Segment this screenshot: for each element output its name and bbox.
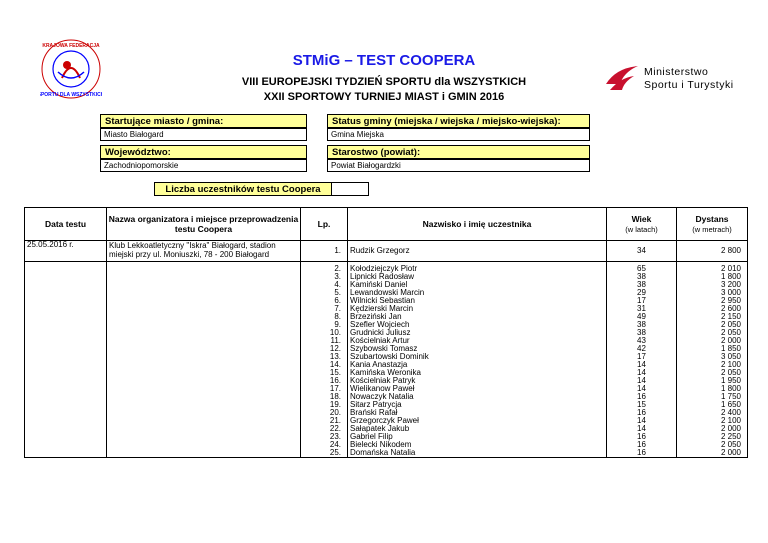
- organizer-cell: [107, 401, 301, 409]
- participant-distance: 2 000: [677, 425, 748, 433]
- organizer-cell: [107, 393, 301, 401]
- participant-distance: 2 100: [677, 361, 748, 369]
- participant-name: Brański Rafał: [348, 409, 607, 417]
- row-number: 5.: [301, 289, 348, 297]
- organizer-cell: [107, 433, 301, 441]
- test-date-cell: [25, 345, 107, 353]
- col-age-header: [607, 208, 677, 241]
- participant-age: 14: [607, 369, 677, 377]
- participant-name: Szefler Wojciech: [348, 321, 607, 329]
- test-date-cell: [25, 297, 107, 305]
- table-row: [25, 241, 748, 262]
- city-value: Miasto Białogard: [100, 128, 307, 141]
- participant-age: 16: [607, 441, 677, 449]
- row-number: 11.: [301, 337, 348, 345]
- participant-distance: 1 850: [677, 345, 748, 353]
- participant-name: Kędzierski Marcin: [348, 305, 607, 313]
- organizer-cell: [107, 353, 301, 361]
- participant-name: Wielikanow Paweł: [348, 385, 607, 393]
- col-name-header: Nazwisko i imię uczestnika: [348, 208, 607, 241]
- participant-age: 38: [607, 321, 677, 329]
- test-date-cell: [25, 377, 107, 385]
- col-dist-header: [677, 208, 748, 241]
- test-date-cell: [25, 353, 107, 361]
- organizer-cell: [107, 321, 301, 329]
- test-date-cell: [25, 401, 107, 409]
- participant-age: 65: [607, 265, 677, 273]
- participant-age: 14: [607, 377, 677, 385]
- participant-age: 16: [607, 449, 677, 458]
- ministry-name-line2: Sportu i Turystyki: [644, 79, 734, 91]
- participant-distance: 1 750: [677, 393, 748, 401]
- svg-text:SPORTU DLA WSZYSTKICH: SPORTU DLA WSZYSTKICH: [40, 92, 102, 98]
- ministry-name-line1: Ministerstwo: [644, 66, 709, 78]
- row-number: 10.: [301, 329, 348, 337]
- participant-distance: 2 050: [677, 441, 748, 449]
- status-label: Status gminy (miejska / wiejska / miejsko-wiejska):: [327, 114, 590, 128]
- participant-distance: 2 400: [677, 409, 748, 417]
- participant-distance: 3 050: [677, 353, 748, 361]
- status-value: Gmina Miejska: [327, 128, 590, 141]
- row-number: 18.: [301, 393, 348, 401]
- participant-name: Lewandowski Marcin: [348, 289, 607, 297]
- participant-name: Brzeziński Jan: [348, 313, 607, 321]
- col-date-header: Data testu: [25, 208, 107, 241]
- test-date-cell: [25, 441, 107, 449]
- organizer-cell: [107, 313, 301, 321]
- organizer-cell: [107, 281, 301, 289]
- organizer-cell: [107, 329, 301, 337]
- organizer-cell: [107, 337, 301, 345]
- row-number: 15.: [301, 369, 348, 377]
- test-date-cell: [25, 329, 107, 337]
- row-number: 13.: [301, 353, 348, 361]
- participant-distance: 2 000: [677, 337, 748, 345]
- participant-age: 14: [607, 385, 677, 393]
- test-date-cell: [25, 369, 107, 377]
- participant-age: 14: [607, 361, 677, 369]
- participant-age: 15: [607, 401, 677, 409]
- organizer-cell: [107, 361, 301, 369]
- participant-distance: 1 650: [677, 401, 748, 409]
- row-number: 7.: [301, 305, 348, 313]
- participant-name: Grudnicki Juliusz: [348, 329, 607, 337]
- table-row: [25, 449, 748, 458]
- col-age-title: Wiek: [631, 214, 652, 224]
- participant-distance: 1 800: [677, 385, 748, 393]
- voivodeship-value: Zachodniopomorskie: [100, 159, 307, 172]
- test-date-cell: [25, 305, 107, 313]
- test-date-cell: [25, 281, 107, 289]
- participant-age: 31: [607, 305, 677, 313]
- test-date-cell: [25, 393, 107, 401]
- participant-distance: 2 050: [677, 329, 748, 337]
- participant-distance: 2 050: [677, 321, 748, 329]
- city-label: Startujące miasto / gmina:: [100, 114, 307, 128]
- participant-name: Domańska Natalia: [348, 449, 607, 458]
- row-number: 12.: [301, 345, 348, 353]
- test-date-cell: [25, 361, 107, 369]
- table-body: [25, 241, 748, 458]
- row-number: 20.: [301, 409, 348, 417]
- participant-distance: 2 100: [677, 417, 748, 425]
- county-value: Powiat Białogardzki: [327, 159, 590, 172]
- participant-distance: 3 200: [677, 281, 748, 289]
- organizer-cell: [107, 265, 301, 273]
- participant-distance: 3 000: [677, 289, 748, 297]
- organizer-cell: [107, 273, 301, 281]
- participant-name: Szubartowski Dominik: [348, 353, 607, 361]
- row-number: 3.: [301, 273, 348, 281]
- col-org-header: Nazwa organizatora i miejsce przeprowadzenia testu Coopera: [107, 208, 301, 241]
- participants-table: [24, 207, 748, 458]
- participant-distance: 2 000: [677, 449, 748, 458]
- participant-distance: 2 950: [677, 297, 748, 305]
- participant-age: 38: [607, 329, 677, 337]
- participant-age: 14: [607, 425, 677, 433]
- test-date-cell: [25, 417, 107, 425]
- test-date-cell: [25, 409, 107, 417]
- row-number: 22.: [301, 425, 348, 433]
- test-date-cell: [25, 337, 107, 345]
- organizer-cell: [107, 369, 301, 377]
- organizer-cell: [107, 385, 301, 393]
- row-number: 14.: [301, 361, 348, 369]
- participant-distance: 2 800: [677, 241, 748, 262]
- test-date-cell: [25, 273, 107, 281]
- participant-age: 34: [607, 241, 677, 262]
- row-number: 24.: [301, 441, 348, 449]
- participant-name: Nowaczyk Natalia: [348, 393, 607, 401]
- row-number: 23.: [301, 433, 348, 441]
- participant-name: Kościelniak Patryk: [348, 377, 607, 385]
- test-date-cell: [25, 321, 107, 329]
- participant-age: 49: [607, 313, 677, 321]
- row-number: 2.: [301, 265, 348, 273]
- organizer-cell: Klub Lekkoatletyczny "Iskra" Białogard, stadion miejski przy ul. Moniuszki, 78 - 200 Białogard: [107, 241, 301, 262]
- participant-age: 16: [607, 393, 677, 401]
- participant-name: Bielecki Nikodem: [348, 441, 607, 449]
- organizer-cell: [107, 305, 301, 313]
- participant-name: Wilnicki Sebastian: [348, 297, 607, 305]
- participant-name: Grzegorczyk Paweł: [348, 417, 607, 425]
- participant-age: 16: [607, 433, 677, 441]
- row-number: 19.: [301, 401, 348, 409]
- participant-name: Sitarz Patrycja: [348, 401, 607, 409]
- row-number: 25.: [301, 449, 348, 458]
- participant-distance: 2 010: [677, 265, 748, 273]
- organizer-cell: [107, 441, 301, 449]
- participant-name: Kamińska Weronika: [348, 369, 607, 377]
- test-date-cell: [25, 289, 107, 297]
- organizer-cell: [107, 345, 301, 353]
- row-number: 16.: [301, 377, 348, 385]
- participant-name: Kamiński Daniel: [348, 281, 607, 289]
- participant-age: 38: [607, 273, 677, 281]
- participant-name: Lipnicki Radosław: [348, 273, 607, 281]
- col-dist-title: Dystans: [695, 214, 729, 224]
- test-date-cell: [25, 433, 107, 441]
- row-number: 9.: [301, 321, 348, 329]
- col-lp-header: Lp.: [301, 208, 348, 241]
- col-dist-unit: (w metrach): [692, 225, 732, 234]
- participant-name: Kołodziejczyk Piotr: [348, 265, 607, 273]
- svg-text:KRAJOWA FEDERACJA: KRAJOWA FEDERACJA: [42, 43, 100, 49]
- row-number: 21.: [301, 417, 348, 425]
- test-date-cell: 25.05.2016 r.: [25, 241, 107, 262]
- participant-distance: 2 250: [677, 433, 748, 441]
- test-date-cell: [25, 449, 107, 458]
- row-number: 8.: [301, 313, 348, 321]
- participant-age: 38: [607, 281, 677, 289]
- participant-name: Gabriel Filip: [348, 433, 607, 441]
- participant-name: Kościelniak Artur: [348, 337, 607, 345]
- organizer-cell: [107, 289, 301, 297]
- row-number: 1.: [301, 241, 348, 262]
- participants-label: Liczba uczestników testu Coopera: [154, 182, 332, 196]
- organizer-cell: [107, 297, 301, 305]
- test-date-cell: [25, 265, 107, 273]
- participant-name: Kania Anastazja: [348, 361, 607, 369]
- participant-age: 14: [607, 417, 677, 425]
- subtitle-1: VIII EUROPEJSKI TYDZIEŃ SPORTU dla WSZYSTKICH: [241, 76, 527, 88]
- organizer-cell: [107, 377, 301, 385]
- participant-distance: 2 050: [677, 369, 748, 377]
- row-number: 17.: [301, 385, 348, 393]
- county-label: Starostwo (powiat):: [327, 145, 590, 159]
- page-title: STMiG – TEST COOPERA: [292, 52, 476, 69]
- participant-age: 43: [607, 337, 677, 345]
- row-number: 4.: [301, 281, 348, 289]
- participant-age: 42: [607, 345, 677, 353]
- participant-name: Rudzik Grzegorz: [348, 241, 607, 262]
- participant-age: 29: [607, 289, 677, 297]
- participant-distance: 1 800: [677, 273, 748, 281]
- organizer-cell: [107, 449, 301, 458]
- organizer-cell: [107, 417, 301, 425]
- col-age-unit: (w latach): [625, 225, 658, 234]
- participant-distance: 2 150: [677, 313, 748, 321]
- participant-age: 16: [607, 409, 677, 417]
- voivodeship-label: Województwo:: [100, 145, 307, 159]
- participant-name: Szybowski Tomasz: [348, 345, 607, 353]
- test-date-cell: [25, 313, 107, 321]
- subtitle-2: XXII SPORTOWY TURNIEJ MIAST i GMIN 2016: [263, 91, 505, 103]
- organizer-cell: [107, 425, 301, 433]
- participant-age: 17: [607, 297, 677, 305]
- row-number: 6.: [301, 297, 348, 305]
- participant-age: 17: [607, 353, 677, 361]
- test-date-cell: [25, 425, 107, 433]
- participant-distance: 2 600: [677, 305, 748, 313]
- organizer-cell: [107, 409, 301, 417]
- test-date-cell: [25, 385, 107, 393]
- participants-value: [331, 182, 369, 196]
- participant-name: Sałapatek Jakub: [348, 425, 607, 433]
- participant-distance: 1 950: [677, 377, 748, 385]
